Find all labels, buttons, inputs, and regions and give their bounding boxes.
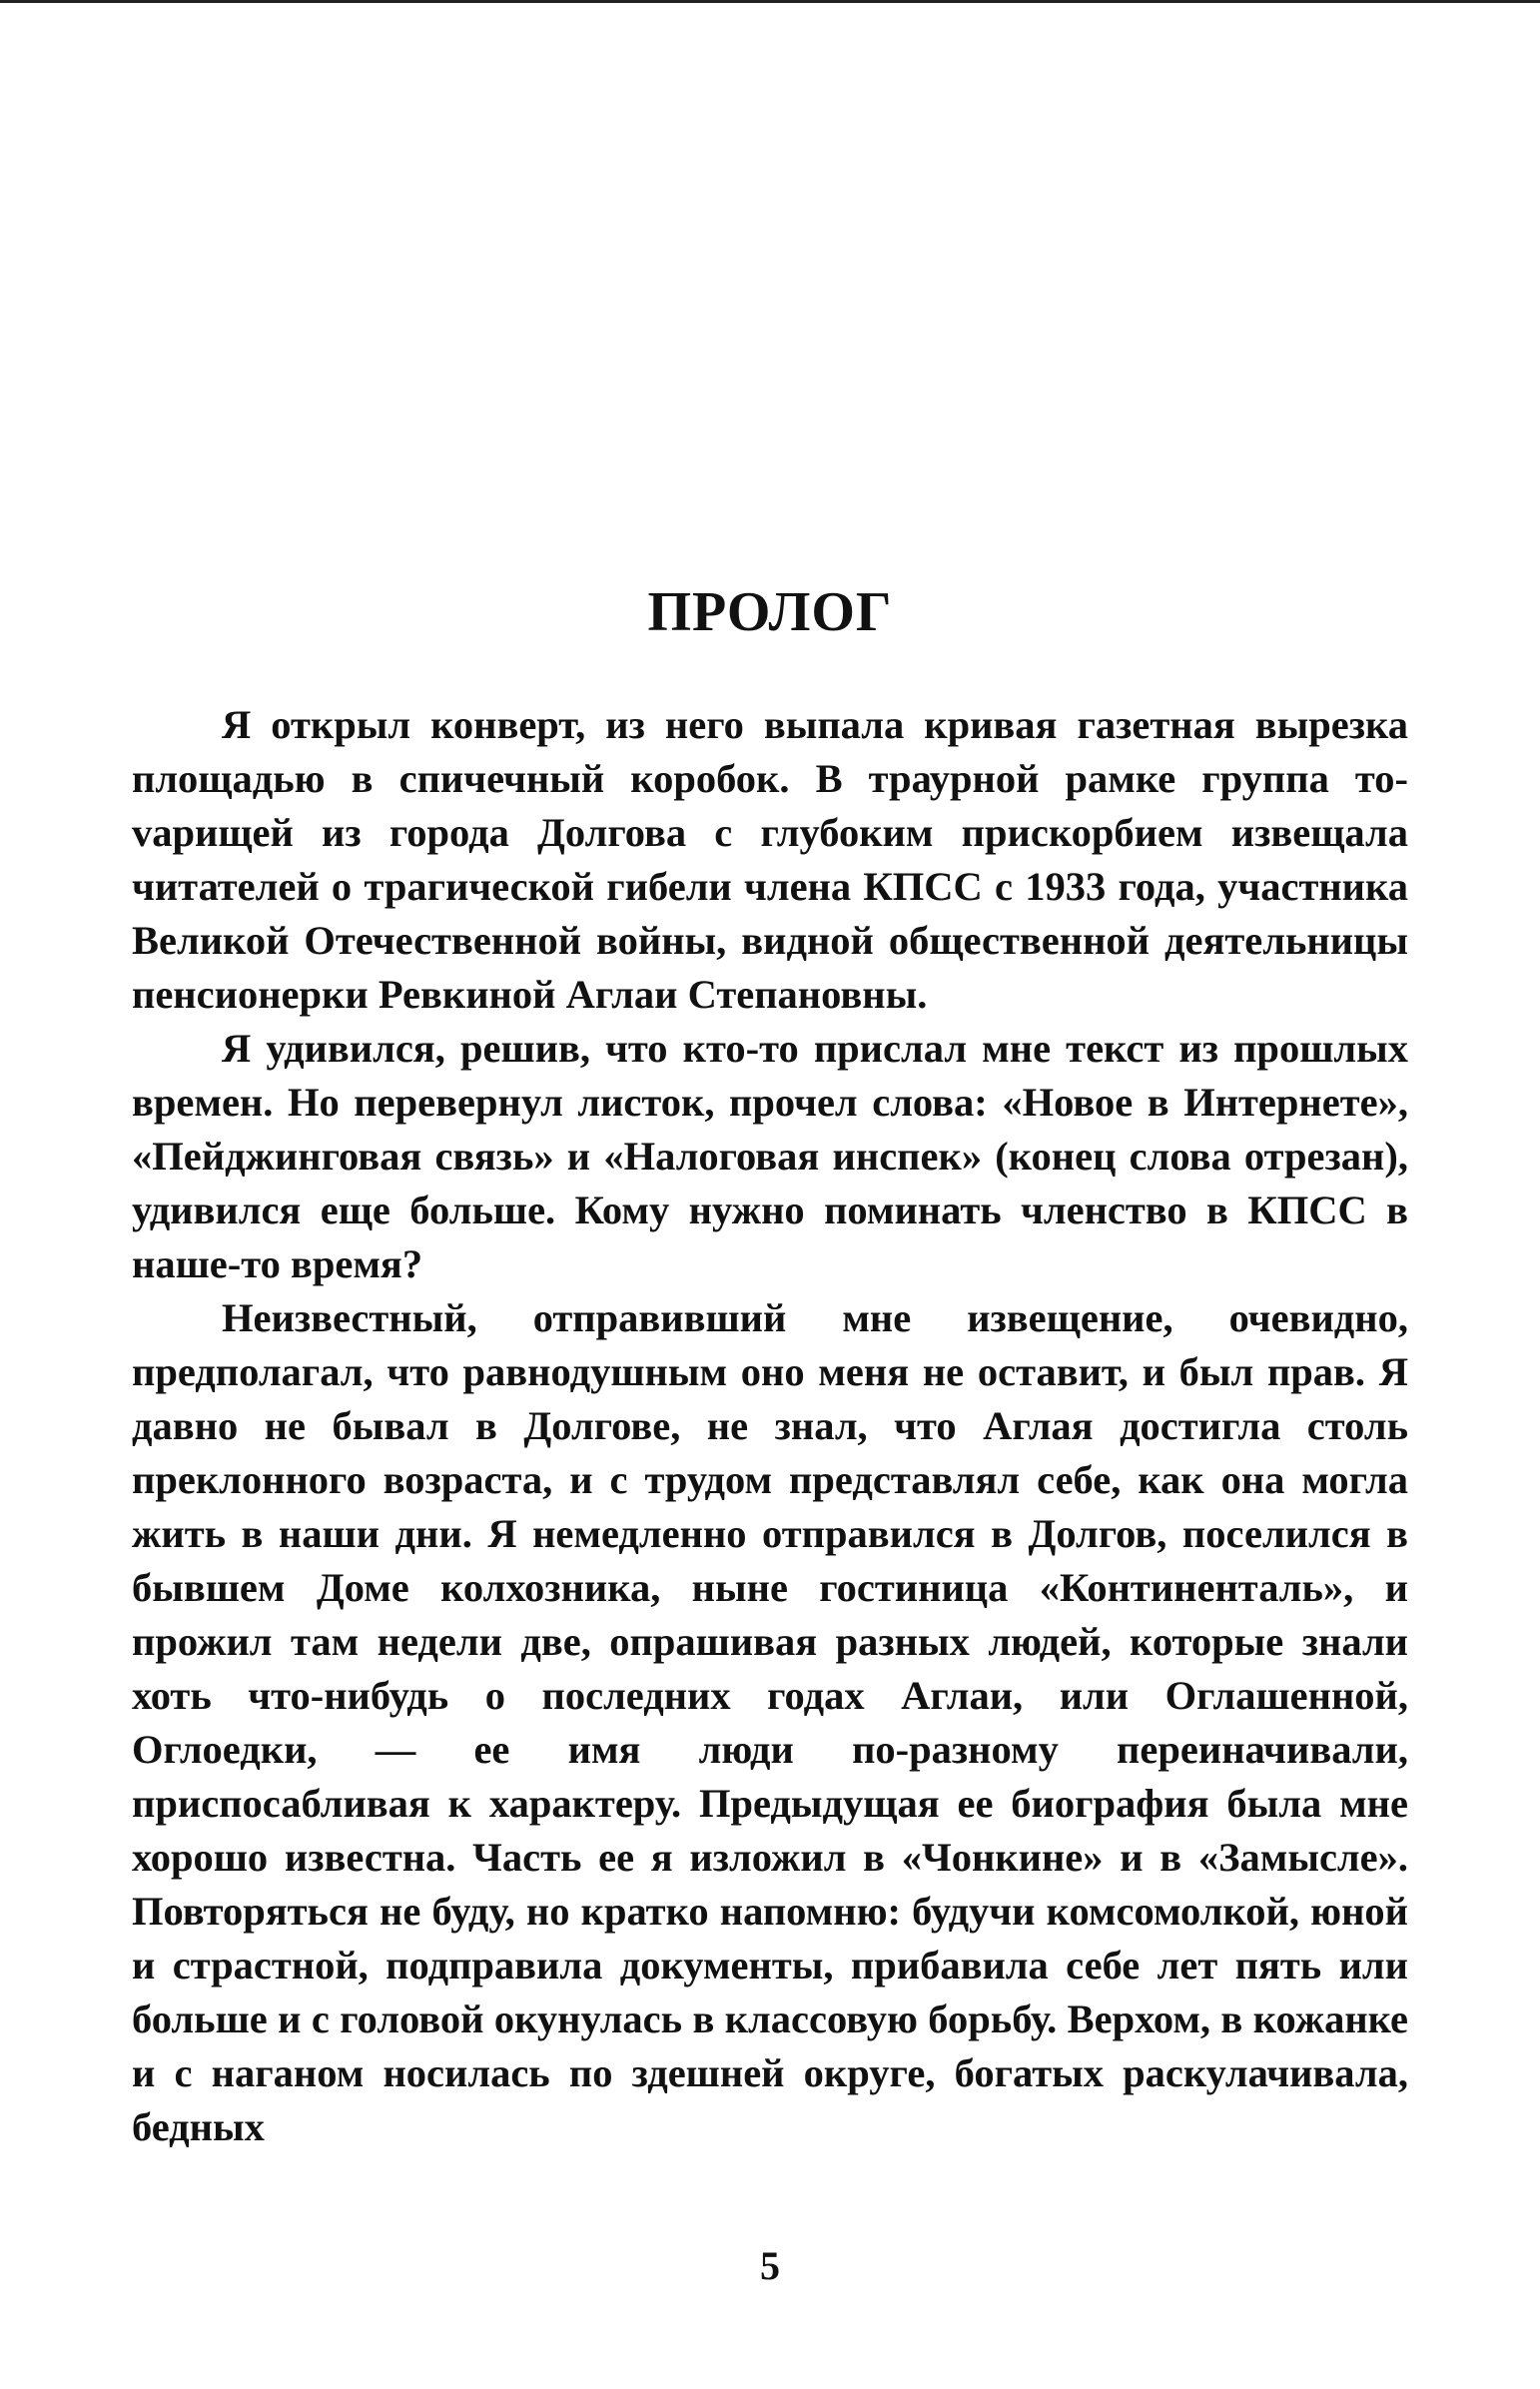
paragraph: Я открыл конверт, из него выпала кривая газетная вырезка площадью в спичечный коробок. В траурной рамке группа тоvарищей из города Долгова с глубоким прискорбием извещала читателей о трагической гибели члена КПСС с 1933 года, участника Великой Отечественной войны, видной общественной деятельницы пенсионерки Ревкиной Аглаи Степановны. — [132, 702, 1408, 1018]
chapter-title: ПРОЛОГ — [647, 581, 893, 643]
page-number: 5 — [760, 2243, 780, 2288]
book-page — [132, 579, 1408, 2154]
paragraph: Неизвестный, отправивший мне извещение, очевидно, предполагал, что равнодушным оно меня не оставит, и был прав. Я давно не бывал в Долгове, не знал, что Аглая достигла столь преклонного возраста, и с трудом представлял себе, как она могла жить в наши дни. Я немедленно отправился в Долгов, поселился в бывшем Доме колхозника, ныне гостиница «Континенталь», и прожил там недели две, опрашивая разных людей, которые знали хоть что-нибудь о последних годах Аглаи, или Оглашенной, Оглоедки, — ее имя люди по-разному переиначивали, приспосабливая к характеру. Предыдущая ее биография была мне хорошо известна. Часть ее я изложил в «Чонкине» и в «Замысле». Повторяться не буду, но кратко напомню: будучи комсомолкой, юной и страстной, подправила документы, прибавила себе лет пять или больше и с головой окунулась в классовую борьбу. Верхом, в кожанке и с наганом носилась по здешней округе, богатых раскулачивала, бедных — [132, 1295, 1408, 2150]
paragraph: Я удивился, решив, что кто-то прислал мне текст из прошлых времен. Но перевернул листок, прочел слова: «Новое в Интернете», «Пейджинговая связь» и «Налоговая инспек» (конец слова отрезан), удивился еще больше. Кому нужно поминать членство в КПСС в наше-то время? — [132, 1026, 1408, 1287]
top-border-line — [0, 0, 1540, 3]
body-text — [132, 698, 1408, 2154]
